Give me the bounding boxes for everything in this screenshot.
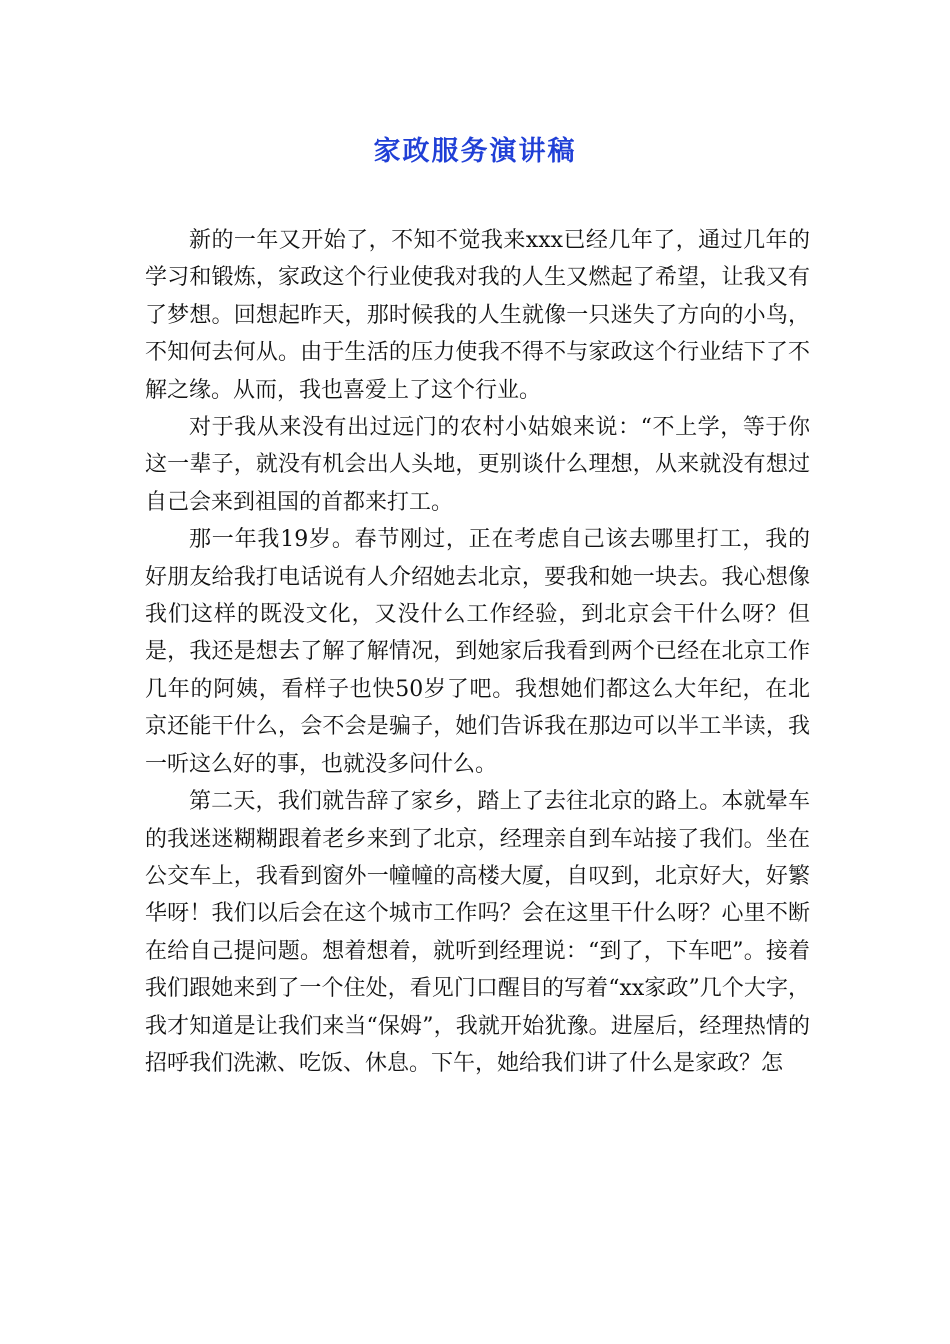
document-title: 家政服务演讲稿 [373,136,577,167]
paragraph-4: 第二天，我们就告辞了家乡，踏上了去往北京的路上。本就晕车的我迷迷糊糊跟着老乡来到了北京，经理亲自到车站接了我们。坐在公交车上，我看到窗外一幢幢的高楼大厦，自叹到，北京好大，好繁华呀！我们以后会在这个城市工作吗？会在这里干什么呀？心里不断在给自己提问题。想着想着，就听到经理说：“到了，下车吧”。接着我们跟她来到了一个住处，看见门口醒目的写着“xx家政”几个大字，我才知道是让我们来当“保姆”，我就开始犹豫。进屋后，经理热情的招呼我们洗漱、吃饭、休息。下午，她给我们讲了什么是家政？怎 [145,789,810,1076]
document-body [145,222,810,1082]
paragraph-1: 新的一年又开始了，不知不觉我来xxx已经几年了，通过几年的学习和锻炼，家政这个行业使我对我的人生又燃起了希望，让我又有了梦想。回想起昨天，那时候我的人生就像一只迷失了方向的小鸟，不知何去何从。由于生活的压力使我不得不与家政这个行业结下了不解之缘。从而，我也喜爱上了这个行业。 [145,228,810,403]
paragraph-3: 那一年我19岁。春节刚过，正在考虑自己该去哪里打工，我的好朋友给我打电话说有人介绍她去北京，要我和她一块去。我心想像我们这样的既没文化，又没什么工作经验，到北京会干什么呀？但是，我还是想去了解了解情况，到她家后我看到两个已经在北京工作几年的阿姨，看样子也快50岁了吧。我想她们都这么大年纪，在北京还能干什么，会不会是骗子，她们告诉我在那边可以半工半读，我一听这么好的事，也就没多问什么。 [145,527,810,777]
paragraph-2: 对于我从来没有出过远门的农村小姑娘来说：“不上学，等于你这一辈子，就没有机会出人头地，更别谈什么理想，从来就没有想过自己会来到祖国的首都来打工。 [145,415,810,515]
